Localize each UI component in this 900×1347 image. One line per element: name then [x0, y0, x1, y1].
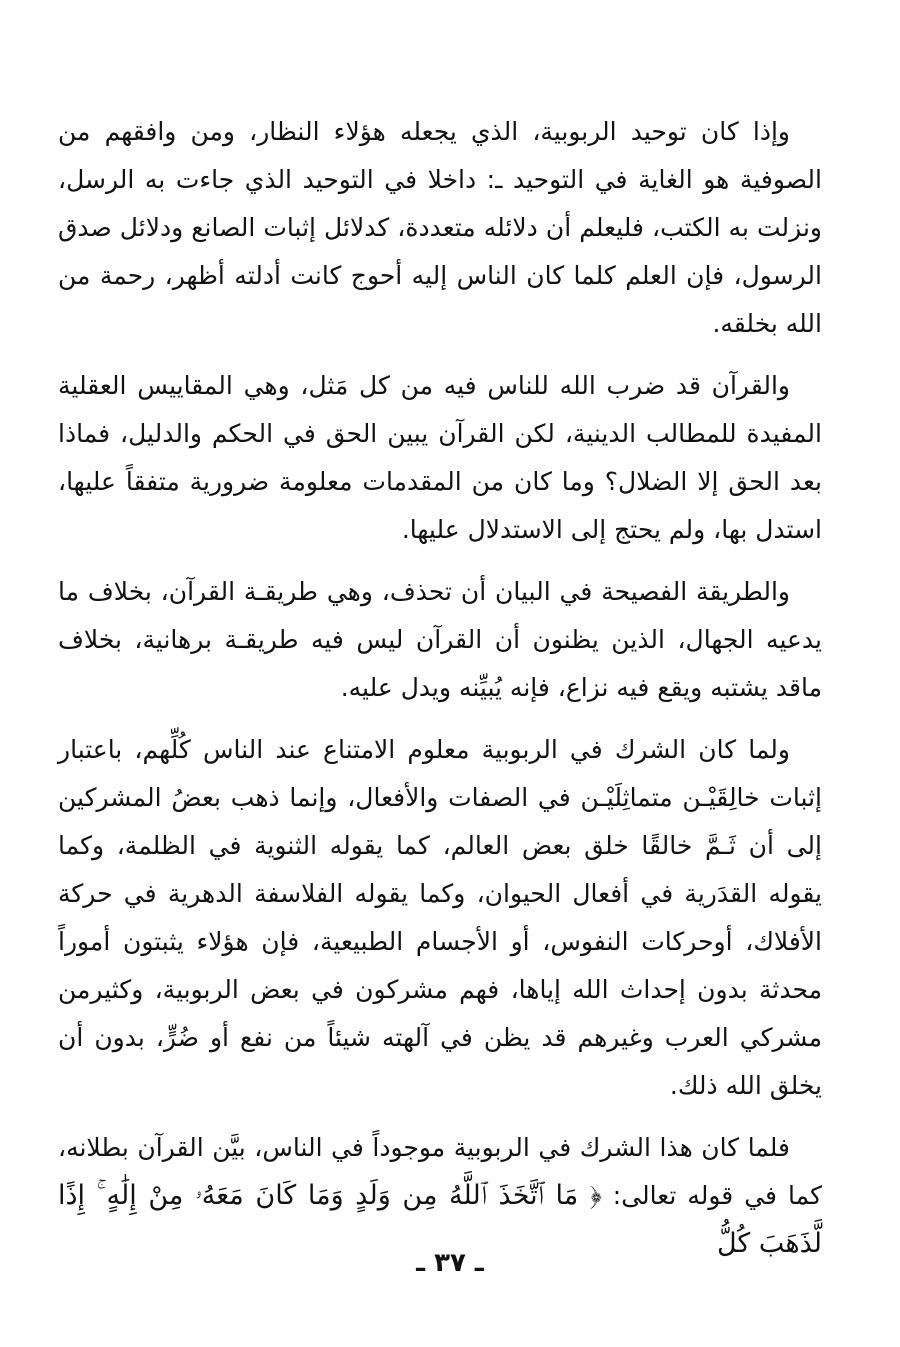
- paragraph-2: [58, 362, 822, 554]
- paragraph-1: [58, 108, 822, 348]
- paragraph-4: [58, 726, 822, 1110]
- paragraph-3: [58, 568, 822, 712]
- paragraph-2-text: والقرآن قد ضرب الله للناس فيه من كل مَثل، وهي المقاييس العقلية المفيدة للمطالب الدينية، لكن القرآن يبين الحق في الحكم والدليل، فماذا بعد الحق إلا الضلال؟ وما كان من المقدمات معلومة ضرورية متفقاً عليها، استدل بها، ولم يحتج إلى الاستدلال عليها.: [58, 371, 822, 544]
- paragraph-1-text: وإذا كان توحيد الربوبية، الذي يجعله هؤلاء النظار، ومن وافقهم من الصوفية هو الغاية في التوحيد ـ: داخلا في التوحيد الذي جاءت به الرسل، ونزلت به الكتب، فليعلم أن دلائله متعددة، كدلائل إثبات الصانع ودلائل صدق الرسول، فإن العلم كلما كان الناس إليه أحوج كانت أدلته أظهر، رحمة من الله بخلقه.: [58, 117, 822, 338]
- body-text: [58, 108, 822, 1282]
- paragraph-5: [58, 1124, 822, 1268]
- paragraph-4-text: ولما كان الشرك في الربوبية معلوم الامتناع عند الناس كُلِّهم، باعتبار إثبات خالِقَيْـن متماثِلَيْـن في الصفات والأفعال، وإنما ذهب بعضُ المشركين إلى أن ثَـمَّ خالقًا خلق بعض العالم، كما يقوله الثنوية في الظلمة، وكما يقوله القدَرية في أفعال الحيوان، وكما يقوله الفلاسفة الدهرية في حركة الأفلاك، أوحركات النفوس، أو الأجسام الطبيعية، فإن هؤلاء يثبتون أموراً محدثة بدون إحداث الله إياها، فهم مشركون في بعض الربوبية، وكثيرمن مشركي العرب وغيرهم قد يظن في آلهته شيئاً من نفع أو ضُرٍّ، بدون أن يخلق الله ذلك.: [58, 735, 822, 1100]
- paragraph-5-text: فلما كان هذا الشرك في الربوبية موجوداً في الناس، بيَّن القرآن بطلانه، كما في قوله تعالى:: [58, 1133, 822, 1210]
- paragraph-3-text: والطريقة الفصيحة في البيان أن تحذف، وهي طريقـة القرآن، بخلاف ما يدعيه الجهال، الذين يظنون أن القرآن ليس فيه طريقـة برهانية، بخلاف ماقد يشتبه ويقع فيه نزاع، فإنه يُبيِّنه ويدل عليه.: [58, 577, 822, 702]
- page-number: ـ ٣٧ ـ: [416, 1248, 484, 1278]
- quran-verse: ﴿ مَا ٱتَّخَذَ ٱللَّهُ مِن وَلَدٍ وَمَا كَانَ مَعَهُۥ مِنْ إِلَٰهٍ ۚ إِذًا لَّذَهَبَ كُلُّ: [58, 1180, 822, 1259]
